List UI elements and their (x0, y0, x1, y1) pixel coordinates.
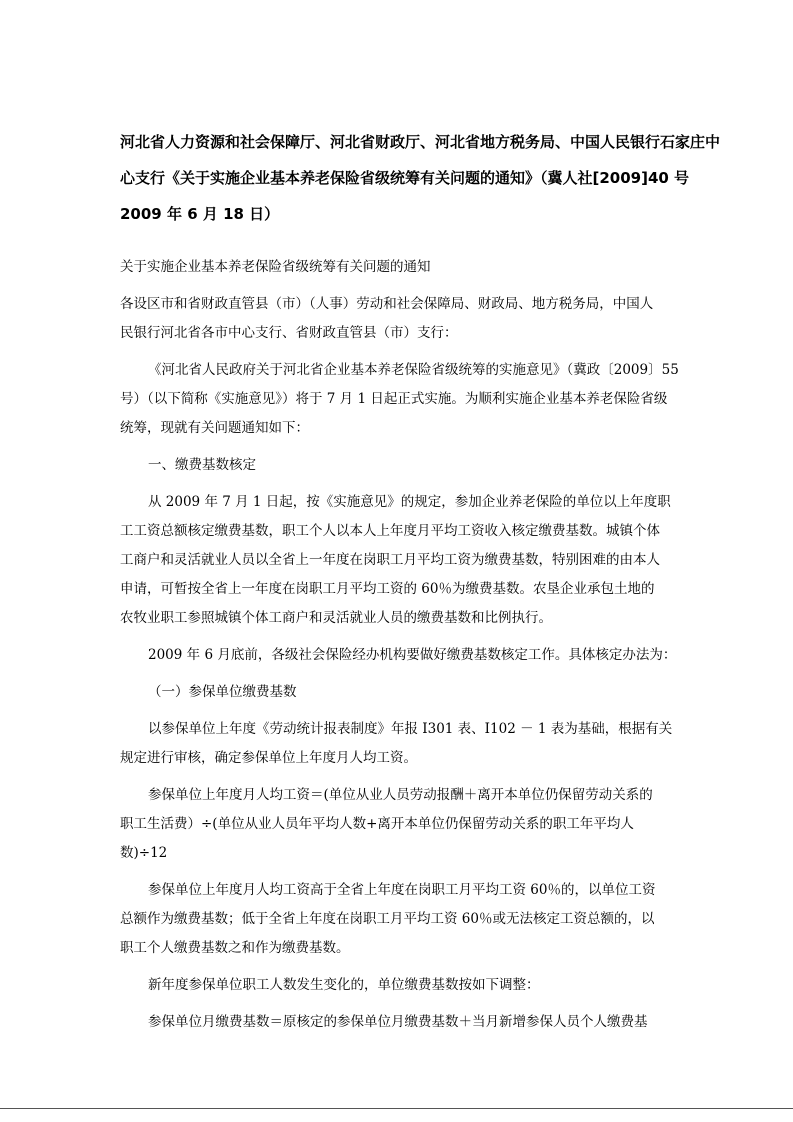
paragraph-line: 农牧业职工参照城镇个体工商户和灵活就业人员的缴费基数和比例执行。 (120, 610, 552, 626)
paragraph-line: 2009 年 6 月底前，各级社会保险经办机构要做好缴费基数核定工作。具体核定办法为： (148, 647, 677, 663)
address-line: 各设区市和省财政直管县（市）（人事）劳动和社会保障局、财政局、地方税务局，中国人 (120, 296, 654, 312)
page-bottom-divider (0, 1108, 793, 1109)
document-title (120, 124, 721, 232)
paragraph-line: 总额作为缴费基数；低于全省上年度在岗职工月平均工资 60％或无法核定工资总额的，以 (120, 911, 655, 927)
subsection-heading: （一）参保单位缴费基数 (148, 684, 297, 700)
paragraph-line: 参保单位上年度月人均工资高于全省上年度在岗职工月平均工资 60％的，以单位工资 (148, 882, 656, 898)
notice-heading: 关于实施企业基本养老保险省级统筹有关问题的通知 (120, 259, 431, 275)
formula-line: 参保单位月缴费基数＝原核定的参保单位月缴费基数＋当月新增参保人员个人缴费基 (148, 1014, 648, 1030)
paragraph-line: 号）（以下简称《实施意见》）将于 7 月 1 日起正式实施。为顺利实施企业基本养老保险省级 (120, 391, 668, 407)
document-body (120, 253, 680, 1037)
title-line: 河北省人力资源和社会保障厅、河北省财政厅、河北省地方税务局、中国人民银行石家庄中 (120, 133, 721, 151)
paragraph-line: 职工个人缴费基数之和作为缴费基数。 (120, 940, 350, 956)
paragraph-line: 《河北省人民政府关于河北省企业基本养老保险省级统筹的实施意见》（冀政〔2009〕55 (148, 362, 679, 378)
paragraph-line: 工商户和灵活就业人员以全省上一年度在岗职工月平均工资为缴费基数，特别困难的由本人 (120, 552, 660, 568)
section-heading: 一、缴费基数核定 (148, 457, 256, 473)
paragraph-line: 统筹，现就有关问题通知如下： (120, 420, 309, 436)
formula-line: 数)÷12 (120, 845, 168, 861)
paragraph-line: 新年度参保单位职工人数发生变化的，单位缴费基数按如下调整： (148, 977, 540, 993)
paragraph-line: 规定进行审核，确定参保单位上年度月人均工资。 (120, 750, 417, 766)
paragraph-line: 工工资总额核定缴费基数，职工个人以本人上年度月平均工资收入核定缴费基数。城镇个体 (120, 523, 660, 539)
title-line: 2009 年 6 月 18 日） (120, 205, 280, 223)
paragraph-line: 从 2009 年 7 月 1 日起，按《实施意见》的规定，参加企业养老保险的单位以上年度职 (148, 494, 671, 510)
formula-line: 职工生活费）÷(单位从业人员年平均人数+离开本单位仍保留劳动关系的职工年平均人 (120, 816, 634, 832)
address-line: 民银行河北省各市中心支行、省财政直管县（市）支行： (120, 325, 458, 341)
paragraph-line: 以参保单位上年度《劳动统计报表制度》年报 I301 表、I102 － 1 表为基础，根据有关 (148, 721, 673, 737)
paragraph-line: 申请，可暂按全省上一年度在岗职工月平均工资的 60％为缴费基数。农垦企业承包土地的 (120, 581, 655, 597)
title-line: 心支行《关于实施企业基本养老保险省级统筹有关问题的通知》（冀人社[2009]40 号 (120, 169, 690, 187)
formula-line: 参保单位上年度月人均工资＝(单位从业人员劳动报酬＋离开本单位仍保留劳动关系的 (148, 787, 653, 803)
